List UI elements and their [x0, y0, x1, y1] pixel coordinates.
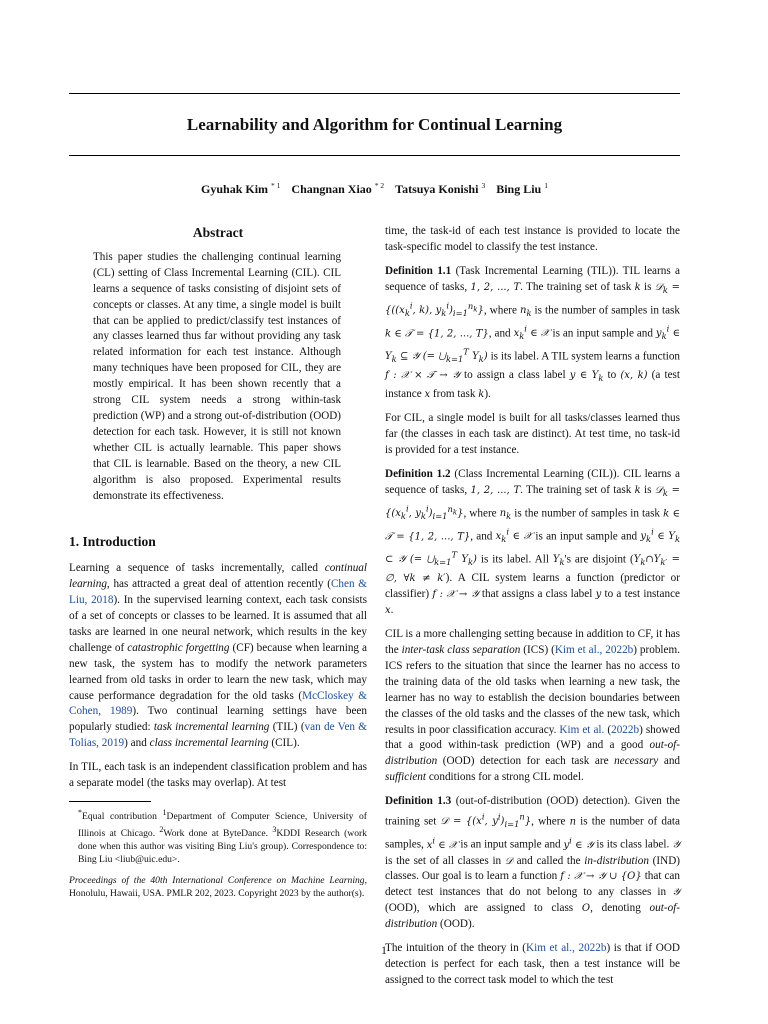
- paragraph-cil-challenge: CIL is a more challenging setting because in addition to CF, it has the inter-task class separation (ICS) (Kim et al., 2022b) problem. ICS refers to the situation that since the learner has no access to the training data of the old tasks when learning a new task, the learner has no way to establish the decision boundaries between the classes of the old tasks and the classes of the new task, which results in poor classification accuracy. Kim et al. (2022b) showed that a good within-task prediction (WP) and a good out-of-distribution (OOD) detection for each task are necessary and sufficient conditions for a strong CIL model.: [385, 628, 681, 784]
- citation-link[interactable]: Kim et al., 2022b: [526, 942, 607, 955]
- proceedings-notice: Proceedings of the 40th International Conference on Machine Learning, Honolulu, Hawaii, USA. PMLR 202, 2023. Copyright 2023 by the author(s).: [69, 875, 367, 900]
- top-rule: [69, 93, 680, 94]
- paragraph-intuition: The intuition of the theory in (Kim et al., 2022b) is that if OOD detection is perfect for each task, then a test instance will be assigned to the correct task model to which the test: [385, 942, 680, 986]
- definition-1-2: Definition 1.2 (Class Incremental Learning (CIL)). CIL learns a sequence of tasks, 1, 2, ..., T. The training set of task k is 𝒟$_k$ = {($x_k^i$, $y_k^i)_{i=1}^{n_k}$}, where $n_k$ is the number of samples in task k ∈ 𝒯 = {1, 2, ..., T}, and $x_k^i$ ∈ 𝒳 is an input sample and $y_k^i$ ∈ $Y_k$ ⊂ 𝒴 (= $⋃_{k=1}^T$ $Y_k$) is its label. All $Y_k's$ are disjoint ($Y_k\cap Y_{k'}$ = ∅, ∀k ≠ k′). A CIL system learns a function (predictor or classifier) f : 𝒳 → 𝒴 that assigns a class label y to a test instance x.: [385, 467, 681, 617]
- paper-title: Learnability and Algorithm for Continual Learning: [186, 115, 563, 134]
- intro-paragraph-1: Learning a sequence of tasks incrementally, called continual learning, has attracted a great deal of attention recently (Chen & Liu, 2018). In the supervised learning context, each task consists of a set of concepts or classes to be learned. It is assumed that all tasks are learned in one neural network, which results in the key challenge of catastrophic forgetting (CF) because when learning a new task, the system has to modify the network parameters learned from old tasks in order to learn the new task, which may cause performance degradation for the old tasks (McCloskey & Cohen, 1989). Two continual learning settings have been popularly studied: task incremental learning (TIL) (van de Ven & Tolias, 2019) and class incremental learning (CIL).: [69, 562, 368, 750]
- author: Bing Liu $^1$: [496, 181, 548, 196]
- citation-link[interactable]: Chen & Liu, 2018: [69, 578, 367, 607]
- section-heading-introduction: 1. Introduction: [69, 534, 156, 550]
- citation-link[interactable]: 2022b: [611, 723, 640, 736]
- right-column: [385, 224, 680, 989]
- intro-paragraph-2: In TIL, each task is an independent classification problem and has a separate model (the tasks may overlap). At test: [69, 761, 367, 790]
- author: Gyuhak Kim $^{* 1}$: [201, 181, 281, 196]
- citation-link[interactable]: Kim et al., 2022b: [554, 644, 634, 656]
- paragraph-cil-intro: For CIL, a single model is built for all tasks/classes learned thus far (the classes in each task are distinct). At test time, no task-id is provided for a test instance.: [385, 412, 680, 456]
- paragraph-continued: time, the task-id of each test instance is provided to locate the task-specific model to classify the test instance.: [385, 225, 680, 253]
- page-number: 1: [381, 945, 387, 957]
- definition-1-1: Definition 1.1 (Task Incremental Learning (TIL)). TIL learns a sequence of tasks, 1, 2, ..., T. The training set of task k is 𝒟$_k$ = {(($x_k^i$, k), $y_k^i)_{i=1}^{n_k}$}, where $n_k$ is the number of samples in task k ∈ 𝒯 = {1, 2, ..., T}, and $x_k^i$ ∈ 𝒳 is an input sample and $y_k^i$ ∈ $Y_k$ ⊆ 𝒴 (= $⋃_{k=1}^T$ $Y_k$) is its label. A TIL system learns a function f : 𝒳 × 𝒯 → 𝒴 to assign a class label y ∈ $Y_k$ to (x, k) (a test instance x from task k).: [385, 264, 681, 401]
- citation-link[interactable]: McCloskey & Cohen, 1989: [69, 689, 367, 718]
- footnote: *Equal contribution $^1$Department of Computer Science, University of Illinois at Chicago. $^2$Work done at ByteDance. $^3$KDDI Research (work done when this author was visiting Bing Liu's group). Correspondence to: Bing Liu <liub@uic.edu>.: [78, 808, 367, 866]
- abstract-heading: Abstract: [192, 225, 244, 240]
- definition-1-3: Definition 1.3 (out-of-distribution (OOD) detection). Given the training set 𝒟 = {($x^i$, $y^i)_{i=1}^n$}, where n is the number of data samples, $x^i$ ∈ 𝒳 is an input sample and $y^i$ ∈ 𝒴 is its class label. 𝒴 is the set of all classes in 𝒟 and called the in-distribution (IND) classes. Our goal is to learn a function f : 𝒳 → 𝒴 ∪ {O} that can detect test instances that do not belong to any classes in 𝒴 (OOD), which are assigned to class O, denoting out-of-distribution (OOD).: [385, 795, 681, 931]
- abstract-text: This paper studies the challenging continual learning (CL) setting of Class Incremental Learning (CIL). CIL learns a sequence of tasks consisting of disjoint sets of concepts or classes. At any time, a single model is built that can be applied to predict/classify test instances of any classes learned thus far without providing any task related information for each test instance. Although many techniques have been proposed for CIL, they are mostly empirical. It has been shown recently that a strong CIL system needs a strong within-task prediction (WP) and a strong out-of-distribution (OOD) detection for each task. However, it is still not known whether CIL is actually learnable. This paper shows that CIL is learnable. Based on the theory, a new CIL algorithm is also proposed. Experimental results demonstrate its effectiveness.: [93, 250, 341, 502]
- author-list: [69, 181, 680, 197]
- title-bottom-rule: [69, 155, 680, 156]
- footnote-rule: [69, 801, 151, 802]
- author: Tatsuya Konishi $^3$: [395, 181, 486, 196]
- citation-link[interactable]: van de Ven & Tolias, 2019: [69, 721, 368, 750]
- citation-link[interactable]: Kim et al.: [559, 723, 605, 736]
- author: Changnan Xiao $^{* 2}$: [291, 181, 385, 196]
- left-column: [69, 224, 367, 900]
